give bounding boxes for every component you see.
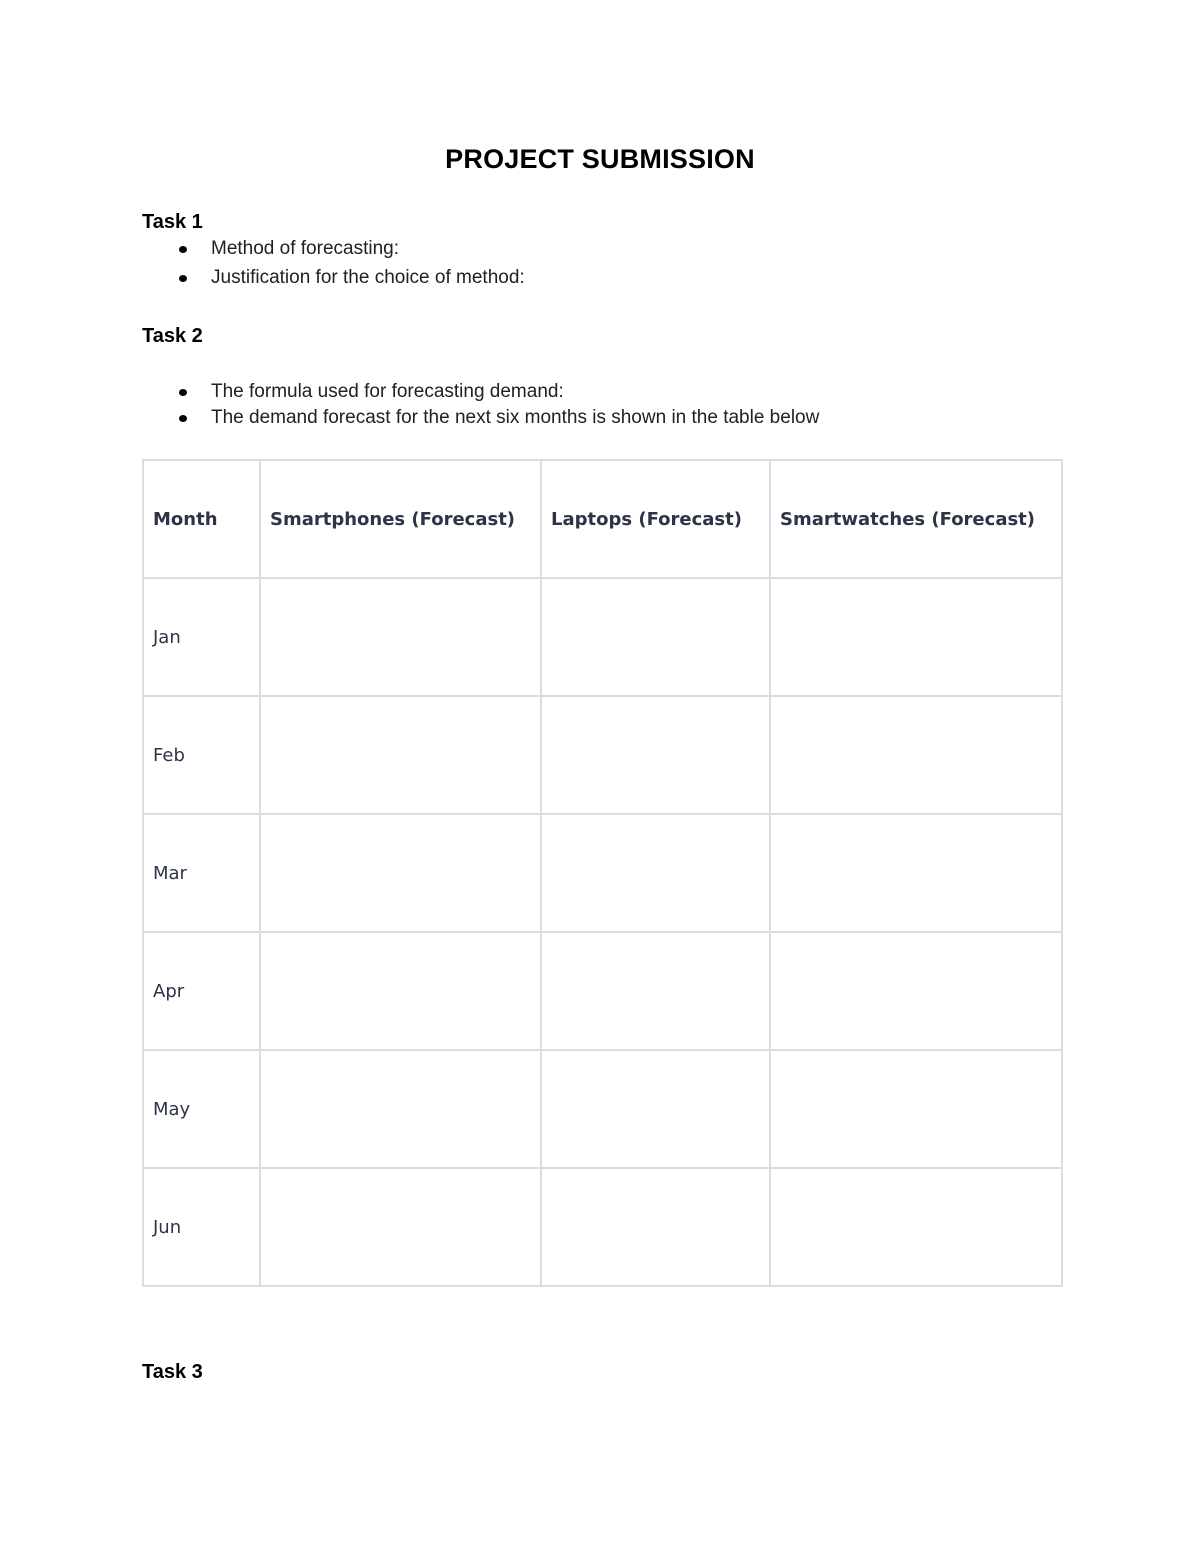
smartwatches-cell[interactable] — [770, 932, 1062, 1050]
bullet-icon — [179, 415, 187, 422]
list-item — [176, 404, 819, 430]
table-header-row — [143, 460, 1062, 578]
smartphones-cell[interactable] — [260, 578, 541, 696]
header-smartphones: Smartphones (Forecast) — [260, 460, 541, 578]
smartphones-cell[interactable] — [260, 696, 541, 814]
task-1-justification-text: Justification for the choice of method: — [211, 267, 525, 288]
month-cell: Apr — [143, 932, 260, 1050]
task-1-method-text: Method of forecasting: — [211, 238, 399, 259]
smartphones-cell[interactable] — [260, 1050, 541, 1168]
laptops-cell[interactable] — [541, 578, 770, 696]
smartwatches-cell[interactable] — [770, 1050, 1062, 1168]
table-row — [143, 814, 1062, 932]
month-cell: Jun — [143, 1168, 260, 1286]
bullet-icon — [179, 389, 187, 396]
task-2-forecast-text: The demand forecast for the next six months is shown in the table below — [211, 407, 820, 428]
smartwatches-cell[interactable] — [770, 696, 1062, 814]
table-row — [143, 1050, 1062, 1168]
month-cell: Mar — [143, 814, 260, 932]
month-cell: May — [143, 1050, 260, 1168]
header-month: Month — [143, 460, 260, 578]
smartphones-cell[interactable] — [260, 932, 541, 1050]
month-cell: Jan — [143, 578, 260, 696]
document-title: PROJECT SUBMISSION — [445, 144, 755, 174]
forecast-table — [142, 459, 1063, 1287]
header-smartwatches: Smartwatches (Forecast) — [770, 460, 1062, 578]
bullet-icon — [179, 246, 187, 253]
bullet-icon — [179, 275, 187, 282]
task-2-heading: Task 2 — [142, 325, 203, 347]
task-1-list — [176, 235, 525, 293]
list-item — [176, 264, 525, 293]
header-laptops: Laptops (Forecast) — [541, 460, 770, 578]
table-row — [143, 932, 1062, 1050]
smartwatches-cell[interactable] — [770, 578, 1062, 696]
laptops-cell[interactable] — [541, 1168, 770, 1286]
table-row — [143, 578, 1062, 696]
table-row — [143, 1168, 1062, 1286]
month-cell: Feb — [143, 696, 260, 814]
table-row — [143, 696, 1062, 814]
laptops-cell[interactable] — [541, 814, 770, 932]
laptops-cell[interactable] — [541, 932, 770, 1050]
task-2-list — [176, 378, 819, 430]
task-3-heading: Task 3 — [142, 1361, 203, 1383]
task-2-formula-text: The formula used for forecasting demand: — [211, 381, 564, 402]
list-item — [176, 235, 525, 264]
smartphones-cell[interactable] — [260, 814, 541, 932]
smartwatches-cell[interactable] — [770, 814, 1062, 932]
smartwatches-cell[interactable] — [770, 1168, 1062, 1286]
list-item — [176, 378, 819, 404]
smartphones-cell[interactable] — [260, 1168, 541, 1286]
laptops-cell[interactable] — [541, 696, 770, 814]
laptops-cell[interactable] — [541, 1050, 770, 1168]
task-1-heading: Task 1 — [142, 211, 203, 233]
